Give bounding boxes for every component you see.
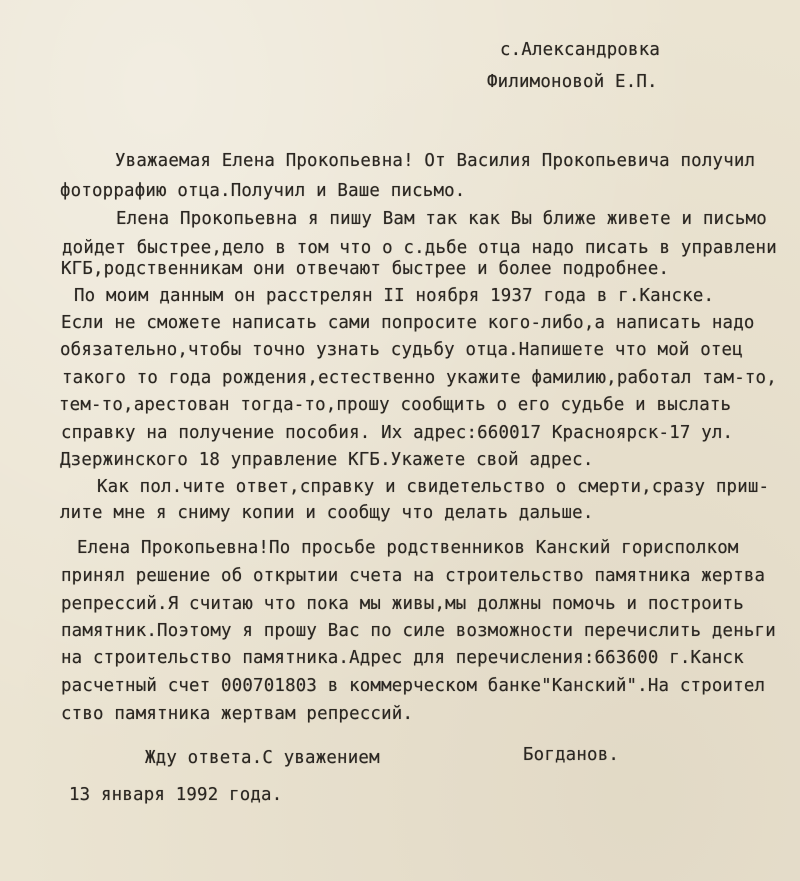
body-line: тем-то,арестован тогда-то,прошу сообщить о его судьбе и выслать bbox=[59, 395, 732, 415]
date-line: 13 января 1992 года. bbox=[69, 785, 283, 805]
body-line: репрессий.Я считаю что пока мы живы,мы должны помочь и построить bbox=[61, 594, 744, 614]
body-line: Елена Прокопьевна я пишу Вам так как Вы ближе живете и письмо bbox=[116, 209, 767, 229]
body-line: лите мне я сниму копии и сообщу что делать дальше. bbox=[60, 503, 594, 523]
body-line: справку на получение пособия. Их адрес:660017 Красноярск-17 ул. bbox=[61, 423, 734, 443]
body-line: расчетный счет 000701803 в коммерческом банке"Канский".На строител bbox=[61, 676, 766, 696]
body-line: Уважаемая Елена Прокопьевна! От Василия Прокопьевича получил bbox=[115, 151, 756, 171]
signature: Богданов. bbox=[523, 745, 620, 765]
closing-line: Жду ответа.С уважением bbox=[145, 748, 380, 768]
body-line: Как пол.чите ответ,справку и свидетельство о смерти,сразу приш- bbox=[97, 477, 770, 497]
body-line: на строительство памятника.Адрес для перечисления:663600 г.Канск bbox=[61, 648, 744, 668]
body-line: дойдет быстрее,дело в том что о с.дьбе отца надо писать в управлени bbox=[62, 238, 777, 258]
body-line: Если не сможете написать сами попросите кого-либо,а написать надо bbox=[61, 313, 755, 333]
body-line: фоторрафию отца.Получил и Ваше письмо. bbox=[60, 181, 466, 201]
body-line: такого то года рождения,естественно укажите фамилию,работал там-то, bbox=[62, 368, 777, 388]
body-line: Дзержинского 18 управление КГБ.Укажете свой адрес. bbox=[60, 450, 594, 470]
body-line: КГБ,родственникам они отвечают быстрее и более подробнее. bbox=[61, 259, 670, 279]
body-line: Елена Прокопьевна!По просьбе родственников Канский горисполком bbox=[77, 538, 739, 558]
body-line: По моим данным он расстрелян II ноября 1937 года в г.Канске. bbox=[74, 286, 715, 306]
address-line: Филимоновой Е.П. bbox=[487, 72, 658, 92]
body-line: памятник.Поэтому я прошу Вас по силе возможности перечислить деньги bbox=[61, 621, 776, 641]
body-line: обязательно,чтобы точно узнать судьбу отца.Напишете что мой отец bbox=[60, 340, 743, 360]
body-line: принял решение об открытии счета на строительство памятника жертва bbox=[61, 566, 766, 586]
address-line: с.Александровка bbox=[500, 40, 661, 60]
body-line: ство памятника жертвам репрессий. bbox=[61, 704, 414, 724]
